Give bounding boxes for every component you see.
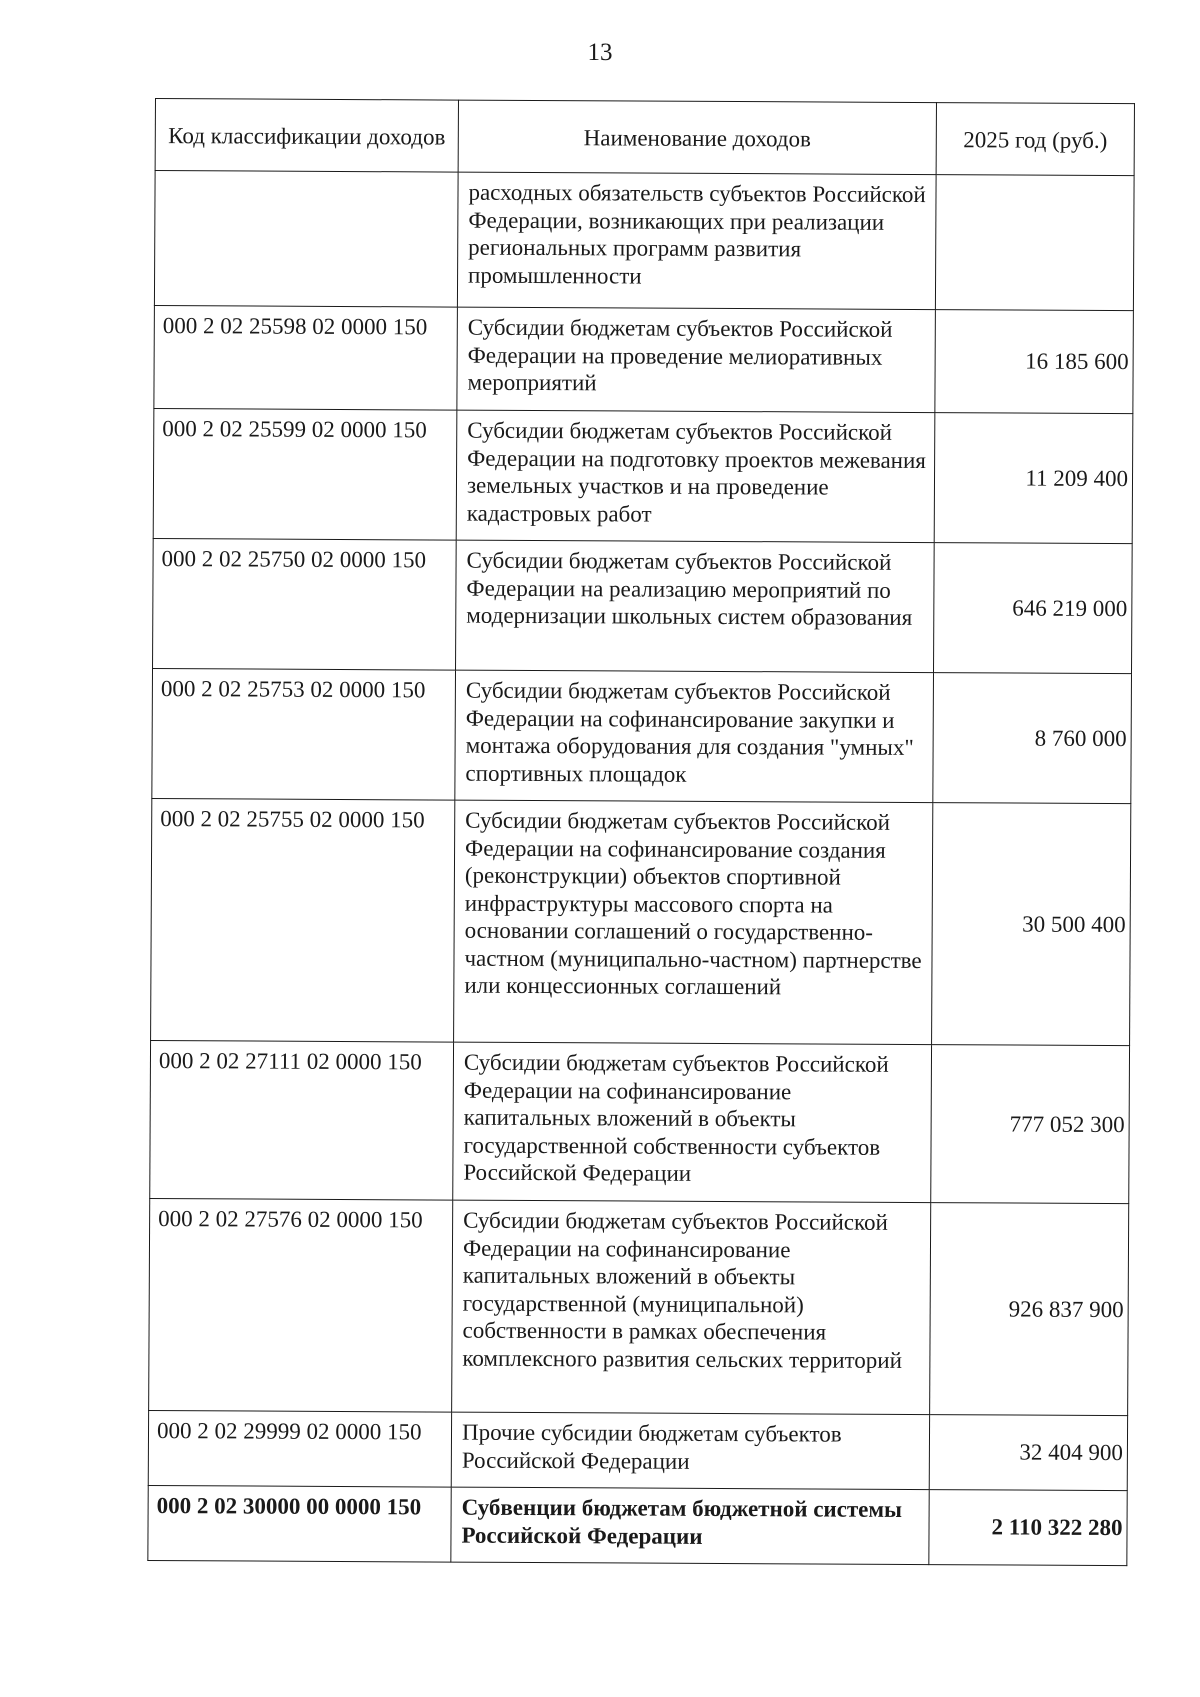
row-name: Субсидии бюджетам субъектов Российской Федерации на проведение мелиоративных мероприятий [457,307,936,413]
table-row [154,171,1134,311]
table-row [154,305,1134,413]
table-header [155,99,1134,176]
row-name: Субсидии бюджетам субъектов Российской Федерации на софинансирование создания (реконструкции) объектов спортивной инфраструктуры массового спорта на основании соглашений о государственно-частном (муниципально-частном) партнерстве или концессионных соглашений [454,800,933,1044]
row-amount: 11 209 400 [934,413,1133,544]
row-name: Субсидии бюджетам субъектов Российской Федерации на софинансирование закупки и монтажа оборудования для создания "умных" спортивных площадок [455,670,934,803]
row-code: 000 2 02 25755 02 0000 150 [151,798,455,1042]
table-row [152,668,1132,803]
row-code: 000 2 02 25598 02 0000 150 [154,305,458,410]
row-amount [935,175,1134,311]
row-name: расходных обязательств субъектов Российской Федерации, возникающих при реализации региональных программ развития промышленности [457,172,936,310]
row-code: 000 2 02 25753 02 0000 150 [152,668,456,800]
table-body [148,171,1134,1566]
table-row-total [148,1485,1127,1565]
row-code: 000 2 02 30000 00 0000 150 [148,1485,451,1562]
table-row [150,1040,1130,1203]
table-row [148,1410,1127,1490]
row-code: 000 2 02 27111 02 0000 150 [150,1040,454,1200]
header-row [155,99,1134,176]
header-name: Наименование доходов [458,100,936,175]
income-table-wrapper [147,98,1134,1566]
row-amount: 777 052 300 [931,1045,1130,1204]
row-name: Субвенции бюджетам бюджетной системы Российской Федерации [451,1487,929,1565]
row-name: Субсидии бюджетам субъектов Российской Федерации на софинансирование капитальных вложений в объекты государственной (муниципальной) собственности в рамках обеспечения комплексного развития сельских территорий [452,1200,931,1415]
row-amount: 2 110 322 280 [929,1490,1127,1566]
row-amount: 646 219 000 [934,543,1133,674]
row-name: Субсидии бюджетам субъектов Российской Федерации на реализацию мероприятий по модернизации школьных систем образования [456,540,935,673]
income-classification-table [147,98,1135,1566]
row-code: 000 2 02 27576 02 0000 150 [149,1198,453,1412]
page-number: 13 [587,39,613,66]
row-name: Прочие субсидии бюджетам субъектов Российской Федерации [451,1412,929,1490]
row-code [154,171,458,308]
row-amount: 32 404 900 [929,1415,1127,1491]
row-code: 000 2 02 25750 02 0000 150 [153,538,457,670]
header-code: Код классификации доходов [155,99,458,173]
row-amount: 16 185 600 [935,310,1134,414]
row-name: Субсидии бюджетам субъектов Российской Федерации на софинансирование капитальных вложений в объекты государственной собственности субъектов Российской Федерации [453,1042,932,1203]
row-amount: 926 837 900 [930,1203,1129,1416]
table-row [153,538,1133,673]
row-name: Субсидии бюджетам субъектов Российской Федерации на подготовку проектов межевания земельных участков и на проведение кадастровых работ [456,410,935,543]
row-code: 000 2 02 29999 02 0000 150 [148,1410,451,1487]
table-row [153,408,1133,543]
row-amount: 30 500 400 [932,803,1131,1046]
row-code: 000 2 02 25599 02 0000 150 [153,408,457,540]
header-amount: 2025 год (руб.) [936,103,1134,176]
row-amount: 8 760 000 [933,673,1132,804]
table-row [151,798,1131,1045]
table-row [149,1198,1129,1415]
